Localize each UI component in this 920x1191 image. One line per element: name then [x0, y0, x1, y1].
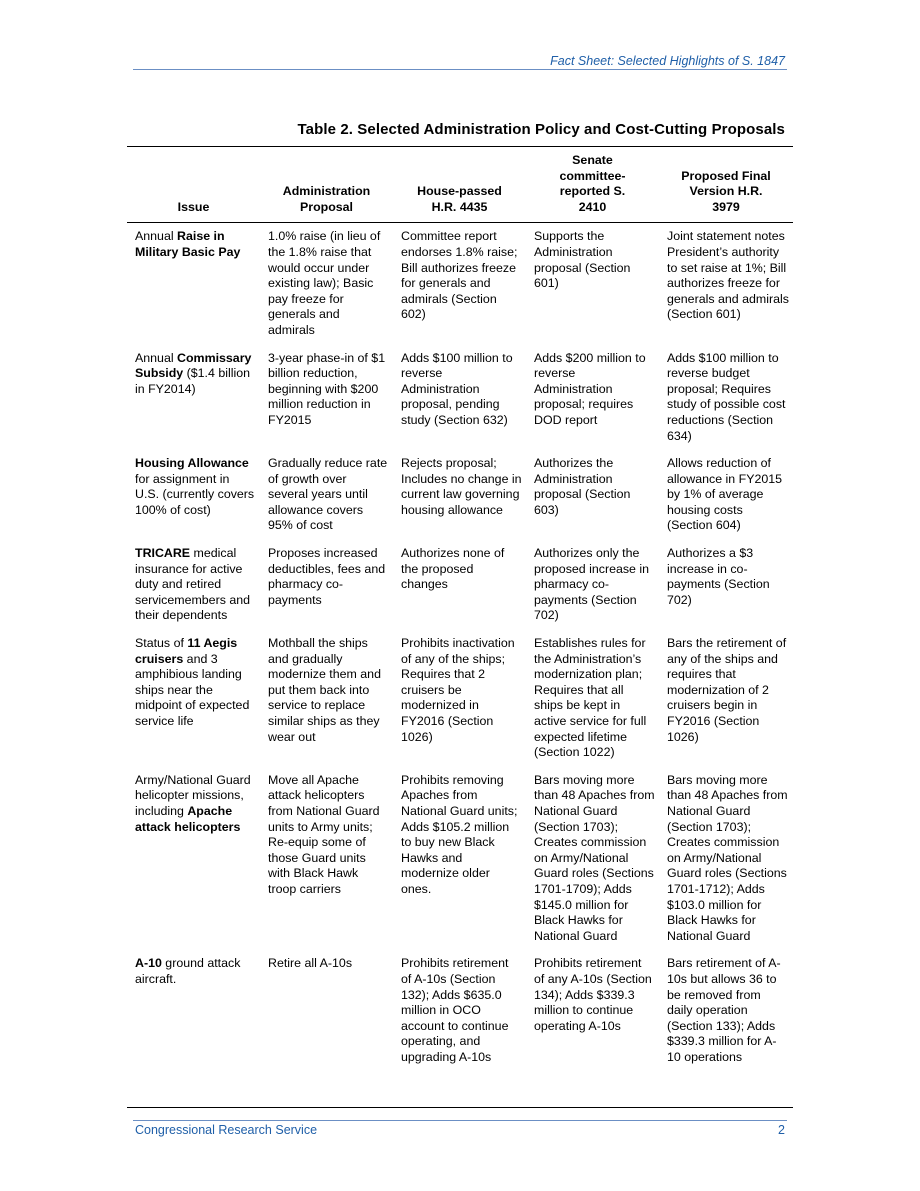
- cell-house: [393, 541, 526, 631]
- cell-text: Authorizes none of the proposed changes: [401, 546, 505, 592]
- cell-senate: [526, 451, 659, 541]
- table-body: [127, 223, 793, 1108]
- cell-text: Rejects proposal; Includes no change in current law governing housing allowance: [401, 456, 522, 517]
- issue-text: and 3 amphibious landing ships near the midpoint of expected service life: [135, 651, 250, 728]
- cell-text: Prohibits retirement of any A-10s (Section 134); Adds $339.3 million to continue operating A-10s: [534, 956, 652, 1033]
- cell-text: Move all Apache attack helicopters from National Guard units to Army units; Re-equip some of those Guard units with Black Hawk troop carriers: [268, 772, 380, 896]
- cell-administration: [260, 768, 393, 952]
- column-header-senate: Senate committee-reported S. 2410: [559, 153, 626, 214]
- cell-text: Retire all A-10s: [268, 956, 353, 971]
- cell-issue: [127, 768, 260, 952]
- cell-administration: [260, 631, 393, 768]
- cell-senate: [526, 346, 659, 452]
- issue-bold-text: Commissary Subsidy: [135, 350, 252, 381]
- issue-bold-text: Raise in Military Basic Pay: [135, 229, 241, 259]
- cell-text: Gradually reduce rate of growth over several years until allowance covers 95% of cost: [268, 456, 388, 533]
- cell-text: Allows reduction of allowance in FY2015 by 1% of average housing costs (Section 604): [667, 456, 783, 533]
- cell-text: Joint statement notes President’s authority to set raise at 1%; Bill authorizes freeze for generals and admirals (Section 601): [667, 229, 789, 322]
- issue-text: medical insurance for active duty and retired servicemembers and their dependents: [135, 546, 251, 623]
- footer-rule: [133, 1120, 787, 1121]
- cell-administration: [260, 451, 393, 541]
- cell-text: Prohibits retirement of A-10s (Section 132); Adds $635.0 million in OCO account to continue operating, and upgrading A-10s: [401, 956, 509, 1064]
- issue-text: Annual: [135, 350, 178, 365]
- cell-text: Prohibits inactivation of any of the ships; Requires that 2 cruisers be modernized in FY2016 (Section 1026): [401, 636, 515, 744]
- cell-text: 1.0% raise (in lieu of the 1.8% raise that would occur under existing law); Basic pay freeze for generals and admirals: [268, 229, 381, 337]
- issue-text: ($1.4 billion in FY2014): [135, 366, 251, 396]
- cell-administration: [260, 346, 393, 452]
- cell-issue: [127, 951, 260, 1108]
- cell-house: [393, 346, 526, 452]
- cell-senate: [526, 631, 659, 768]
- issue-text: Status of: [135, 636, 188, 651]
- table-row: [127, 451, 793, 541]
- cell-text: Authorizes the Administration proposal (Section 603): [534, 456, 631, 517]
- cell-text: Bars moving more than 48 Apaches from National Guard (Section 1703); Creates commission on Army/National Guard roles (Sections 1701-1709); Adds $145.0 million for Black Hawks for National Guard: [534, 772, 655, 943]
- cell-text: Adds $100 million to reverse budget proposal; Requires study of possible cost reductions (Section 634): [667, 350, 786, 443]
- table-title: Table 2. Selected Administration Policy and Cost-Cutting Proposals: [297, 121, 785, 138]
- cell-house: [393, 631, 526, 768]
- cell-text: Committee report endorses 1.8% raise; Bill authorizes freeze for generals and admirals (Section 602): [401, 229, 518, 322]
- cell-text: Adds $100 million to reverse Administration proposal, pending study (Section 632): [401, 350, 513, 427]
- issue-bold-text: Apache attack helicopters: [135, 803, 241, 834]
- cell-final: [659, 951, 793, 1108]
- issue-text: ground attack aircraft.: [135, 956, 241, 986]
- cell-text: Authorizes a $3 increase in co-payments (Section 702): [667, 546, 770, 607]
- cell-final: [659, 223, 793, 346]
- cell-house: [393, 951, 526, 1108]
- cell-house: [393, 223, 526, 346]
- cell-text: Prohibits removing Apaches from National Guard units; Adds $105.2 million to buy new Black Hawks and modernize older ones.: [401, 772, 518, 896]
- cell-senate: [526, 951, 659, 1108]
- footer-source: Congressional Research Service: [135, 1123, 318, 1137]
- table-row: [127, 346, 793, 452]
- table-row: [127, 768, 793, 952]
- cell-final: [659, 768, 793, 952]
- cell-administration: [260, 951, 393, 1108]
- cell-text: Proposes increased deductibles, fees and pharmacy co-payments: [268, 546, 386, 607]
- cell-senate: [526, 223, 659, 346]
- cell-final: [659, 451, 793, 541]
- cell-senate: [526, 541, 659, 631]
- issue-text: for assignment in U.S. (currently covers 100% of cost): [135, 471, 255, 517]
- cell-text: Bars the retirement of any of the ships and requires that modernization of 2 cruisers begin in FY2016 (Section 1026): [667, 636, 787, 744]
- cell-issue: [127, 451, 260, 541]
- cell-issue: [127, 346, 260, 452]
- cell-text: Supports the Administration proposal (Section 601): [534, 229, 631, 291]
- cell-administration: [260, 223, 393, 346]
- cell-house: [393, 768, 526, 952]
- cell-text: Bars retirement of A-10s but allows 36 to be removed from daily operation (Section 133); Adds $339.3 million for A-10 operations: [667, 956, 781, 1064]
- cell-text: Authorizes only the proposed increase in pharmacy co-payments (Section 702): [534, 546, 650, 623]
- cell-text: Bars moving more than 48 Apaches from National Guard (Section 1703); Creates commission on Army/National Guard roles (Sections 1701-1712); Adds $103.0 million for Black Hawks for National Guard: [667, 772, 788, 943]
- issue-bold-text: 11 Aegis cruisers: [135, 636, 238, 666]
- cell-issue: [127, 541, 260, 631]
- header-rule: [133, 69, 787, 70]
- column-header-final: Proposed Final Version H.R. 3979: [681, 168, 771, 214]
- cell-issue: [127, 631, 260, 768]
- issue-bold-text: Housing Allowance: [135, 456, 249, 471]
- column-header-administration: Administration Proposal: [282, 184, 371, 214]
- cell-text: 3-year phase-in of $1 billion reduction, beginning with $200 million reduction in FY2015: [268, 350, 386, 427]
- issue-bold-text: TRICARE: [135, 546, 191, 561]
- table-row: [127, 541, 793, 631]
- cell-issue: [127, 223, 260, 346]
- column-header-issue: Issue: [177, 199, 210, 214]
- policy-table: [127, 146, 793, 1108]
- column-header-house: House-passed H.R. 4435: [417, 184, 502, 214]
- cell-text: Establishes rules for the Administration’s modernization plan; Requires that all ships be kept in active service for full expected lifetime (Section 1022): [534, 636, 647, 760]
- running-header: Fact Sheet: Selected Highlights of S. 1847: [550, 54, 785, 68]
- cell-final: [659, 346, 793, 452]
- cell-final: [659, 631, 793, 768]
- cell-house: [393, 451, 526, 541]
- cell-final: [659, 541, 793, 631]
- cell-text: Adds $200 million to reverse Administration proposal; requires DOD report: [534, 350, 646, 427]
- table-header-row: [127, 147, 793, 223]
- cell-administration: [260, 541, 393, 631]
- issue-text: Army/National Guard helicopter missions, including: [135, 772, 251, 818]
- table-row: [127, 951, 793, 1108]
- issue-text: Annual: [135, 229, 178, 244]
- table-row: [127, 223, 793, 346]
- page-number: 2: [778, 1123, 785, 1137]
- cell-senate: [526, 768, 659, 952]
- cell-text: Mothball the ships and gradually modernize them and put them back into service to replace similar ships as they wear out: [268, 636, 381, 744]
- issue-bold-text: A-10: [135, 956, 162, 971]
- table-row: [127, 631, 793, 768]
